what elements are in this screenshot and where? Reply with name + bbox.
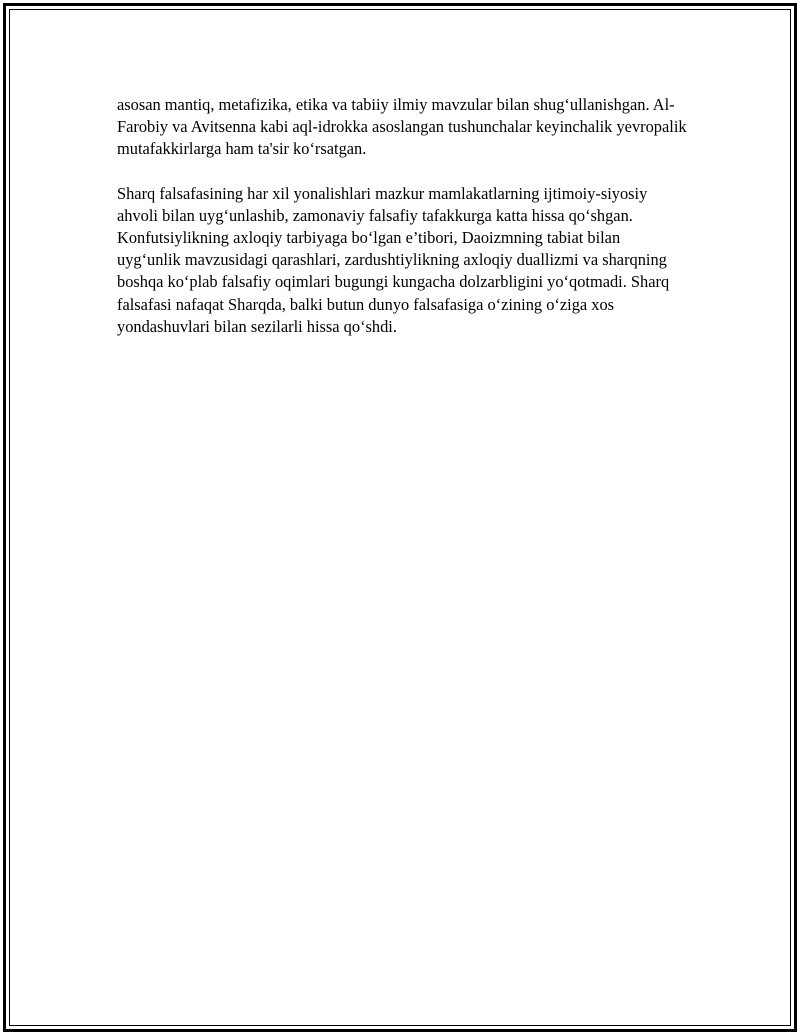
paragraph-1: asosan mantiq, metafizika, etika va tabiiy ilmiy mavzular bilan shug‘ullanishgan. Al-Farobiy va Avitsenna kabi aql-idrokka asoslangan tushunchalar keyinchalik yevropalik mutafakkirlarga ham ta'sir ko‘rsatgan. (117, 95, 687, 159)
paragraph-2: Sharq falsafasining har xil yonalishlari mazkur mamlakatlarning ijtimoiy-siyosiy ahvoli bilan uyg‘unlashib, zamonaviy falsafiy tafakkurga katta hissa qo‘shgan. Konfutsiylikning axloqiy tarbiyaga bo‘lgan e’tibori, Daoizmning tabiat bilan uyg‘unlik mavzusidagi qarashlari, zardushtiylikning axloqiy duallizmi va sharqning boshqa ko‘plab falsafiy oqimlari bugungi kungacha dolzarbligini yo‘qotmadi. Sharq falsafasi nafaqat Sharqda, balki butun dunyo falsafasiga o‘zining o‘ziga xos yondashuvlari bilan sezilarli hissa qo‘shdi. (117, 183, 670, 336)
document-body (117, 94, 687, 360)
